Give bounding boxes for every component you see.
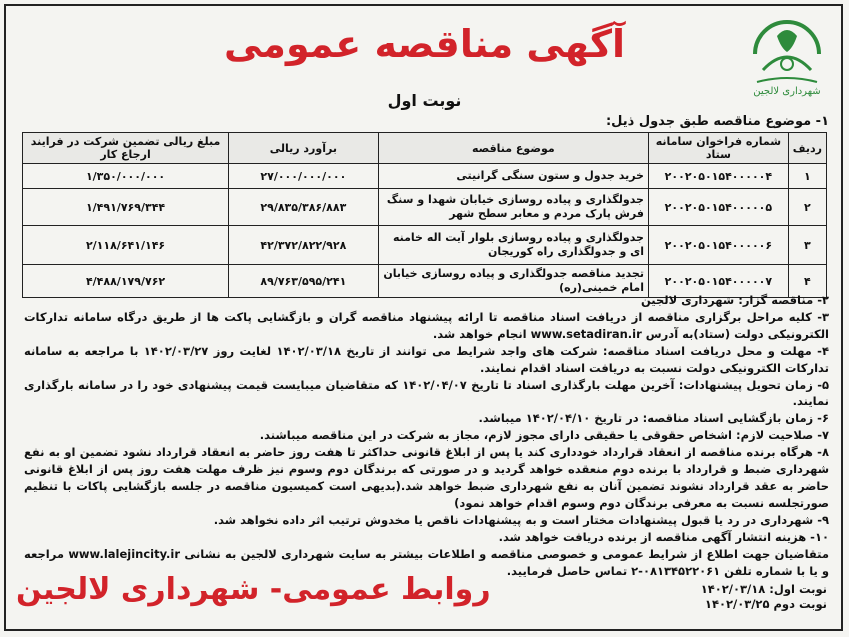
cell-guarantee: ۱/۴۹۱/۷۶۹/۳۴۴ xyxy=(23,189,229,226)
subject-intro: ۱- موضوع مناقصه طبق جدول ذیل: xyxy=(605,114,829,129)
header-guarantee: مبلغ ریالی تضمین شرکت در فرایند ارجاع کار xyxy=(23,133,229,164)
paragraph-publication-cost: ۱۰- هزینه انتشار آگهی مناقصه از برنده دریافت خواهد شد. xyxy=(498,529,829,544)
paragraph-submission-deadline: ۵- زمان تحویل پیشنهادات: آخرین مهلت بارگذاری اسناد تا تاریخ ۱۴۰۲/۰۴/۰۷ که متقاضیان میبایست قیمت پیشنهادی خود را در سامانه بارگذاری نمایند. xyxy=(24,377,830,409)
cell-estimate: ۴۲/۳۷۲/۸۲۲/۹۲۸ xyxy=(229,226,379,265)
header-estimate: برآورد ریالی xyxy=(229,133,379,164)
paragraph-document-deadline: ۴- مهلت و محل دریافت اسناد مناقصه: شرکت های واجد شرایط می توانند از تاریخ ۱۴۰۲/۰۳/۱۸ لغایت روز ۱۴۰۲/۰۳/۲۷ با مراجعه به سامانه تدارکات الکترونیکی دولت نسبت به دریافت اسناد اقدام نمایند. xyxy=(24,343,829,375)
cell-estimate: ۲۷/۰۰۰/۰۰۰/۰۰۰ xyxy=(229,164,379,189)
cell-call-number: ۲۰۰۲۰۵۰۱۵۴۰۰۰۰۰۴ xyxy=(648,164,788,189)
cell-call-number: ۲۰۰۲۰۵۰۱۵۴۰۰۰۰۰۷ xyxy=(648,265,788,298)
cell-subject: خرید جدول و ستون سنگی گرانیتی xyxy=(378,164,648,189)
header-call-number: شماره فراخوان سامانه ستاد xyxy=(648,133,788,164)
notice-body xyxy=(24,292,829,579)
table-row xyxy=(23,189,827,226)
publication-dates xyxy=(701,582,827,612)
cell-row-no: ۲ xyxy=(788,189,826,226)
table-row xyxy=(23,226,827,265)
header-subject: موضوع مناقصه xyxy=(378,133,648,164)
first-round-date: نوبت اول: ۱۴۰۲/۰۳/۱۸ xyxy=(700,582,827,596)
paragraph-procedure: ۳- کلیه مراحل برگزاری مناقصه از دریافت اسناد مناقصه تا ارائه پیشنهاد مناقصه گران و بازگشایی پاکت ها از طریق درگاه سامانه تدارکات الکترونیکی دولت (ستاد)به آدرس www.setadiran.ir انجام خواهد شد. xyxy=(24,309,829,341)
table-row xyxy=(23,164,827,189)
tender-table xyxy=(22,132,827,298)
cell-guarantee: ۲/۱۱۸/۶۴۱/۱۴۶ xyxy=(23,226,229,265)
cell-subject: تجدید مناقصه جدولگذاری و پیاده روسازی خیابان امام خمینی(ره) xyxy=(378,265,648,298)
page-title: آگهی مناقصه عمومی xyxy=(223,22,626,66)
paragraph-contact-info: متقاضیان جهت اطلاع از شرایط عمومی و خصوصی مناقصه و اطلاعات بیشتر به سایت شهرداری لالجین به نشانی www.lalejincity.ir مراجعه و یا با شماره تلفن ۰۸۱۳۴۵۲۲۰۶۱-۲ تماس حاصل فرمایید. xyxy=(24,546,829,578)
paragraph-opening-date: ۶- زمان بازگشایی اسناد مناقصه: در تاریخ ۱۴۰۲/۰۴/۱۰ میباشد. xyxy=(478,411,829,426)
logo-caption: شهرداری لالجین xyxy=(753,86,821,97)
header-row-no: ردیف xyxy=(788,133,826,164)
paragraph-tender-holder: ۲- مناقصه گزار: شهرداری لالجین xyxy=(640,293,829,307)
cell-row-no: ۴ xyxy=(788,265,826,298)
cell-subject: جدولگذاری و پیاده روسازی خیابان شهدا و سنگ فرش پارک مردم و معابر سطح شهر xyxy=(378,189,648,226)
public-relations-signature: روابط عمومی- شهرداری لالجین xyxy=(16,572,491,607)
cell-row-no: ۳ xyxy=(788,226,826,265)
cell-row-no: ۱ xyxy=(788,164,826,189)
paragraph-rights: ۹- شهرداری در رد یا قبول پیشنهادات مختار است و به پیشنهادات ناقص یا مخدوش ترتیب اثر داده نخواهد شد. xyxy=(213,512,829,527)
cell-subject: جدولگذاری و پیاده روسازی بلوار آیت اله خامنه ای و جدولگذاری راه کوریجان xyxy=(378,226,648,265)
paragraph-qualification: ۷- صلاحیت لازم: اشخاص حقوقی یا حقیقی دارای مجوز لازم، مجاز به شرکت در این مناقصه میباشند. xyxy=(259,428,829,443)
cell-guarantee: ۱/۳۵۰/۰۰۰/۰۰۰ xyxy=(23,164,229,189)
cell-estimate: ۲۹/۸۳۵/۳۸۶/۸۸۳ xyxy=(229,189,379,226)
cell-call-number: ۲۰۰۲۰۵۰۱۵۴۰۰۰۰۰۶ xyxy=(648,226,788,265)
second-round-date: نوبت دوم ۱۴۰۲/۰۳/۲۵ xyxy=(704,597,827,611)
cell-guarantee: ۴/۴۸۸/۱۷۹/۷۶۲ xyxy=(23,265,229,298)
cell-call-number: ۲۰۰۲۰۵۰۱۵۴۰۰۰۰۰۵ xyxy=(648,189,788,226)
paragraph-winner-terms: ۸- هرگاه برنده مناقصه از انعقاد قرارداد خودداری کند یا پس از ابلاغ قانونی حداکثر تا هفت روز حاضر به انعقاد قرارداد نشود تضمین او به نفع شهرداری ضبط و قرارداد با برنده دوم منعقده خواهد گردید و در صورتی که برندگان دوم وسوم نیز ظرف مهلت هفت روز پس از ابلاغ قانونی حاضر به عقد قرارداد نشوند تضمین آنان به نفع شهرداری ضبط خواهد شد.(بدیهی است کمیسیون مناقصه در جلسه بازگشایی پاکات با تنظیم صورتجلسه نسبت به معرفی برندگان دوم وسوم اقدام خواهد نمود) xyxy=(24,445,829,510)
round-label: نوبت اول xyxy=(387,91,462,110)
cell-estimate: ۸۹/۷۶۳/۵۹۵/۲۴۱ xyxy=(229,265,379,298)
table-header-row xyxy=(23,133,827,164)
